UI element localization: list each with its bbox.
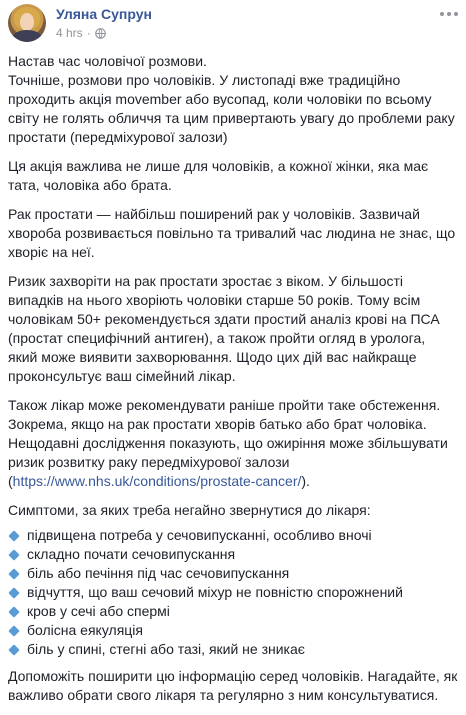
blue-diamond-icon	[8, 587, 19, 598]
text-line: (простат специфічний антиген), а також пройти огляд в уролога,	[8, 330, 426, 346]
text-line: хворіє на неї.	[8, 244, 95, 260]
list-item	[8, 583, 460, 602]
text-line: Рак простати — найбільш поширений рак у чоловіків. Зазвичай	[8, 206, 420, 222]
text-line: проконсультує ваш сімейний лікар.	[8, 368, 236, 384]
list-item	[8, 526, 460, 545]
list-item	[8, 621, 460, 640]
paragraph-risk	[8, 272, 460, 386]
nhs-link[interactable]: https://www.nhs.uk/conditions/prostate-cancer/	[12, 473, 302, 489]
paragraph-intro	[8, 52, 460, 147]
symptom-text: болісна еякуляція	[27, 622, 143, 638]
text-line: Настав час чоловічої розмови.	[8, 53, 207, 69]
text-line: Зокрема, якщо на рак простати хворів батько або брат чоловіка.	[8, 416, 427, 432]
paragraph-prevalence	[8, 205, 460, 262]
link-suffix: ).	[301, 473, 310, 489]
link-prefix: (	[8, 473, 13, 489]
text-line-with-link	[8, 472, 460, 491]
text-line: простати (передміхурової залози)	[8, 129, 228, 145]
text-line: проходить акція movember або вусопад, коли чоловіки по всьому	[8, 91, 432, 107]
blue-diamond-icon	[8, 644, 19, 655]
post-meta	[56, 26, 106, 40]
text-line: ризик розвитку раку передміхурової залози	[8, 454, 290, 470]
paragraph-closing	[8, 667, 460, 705]
text-line: важливо обрати свого лікаря та регулярно з ним консультуватися.	[8, 687, 439, 703]
text-line: чоловікам 50+ рекомендується здати простий аналіз крові на ПСА	[8, 311, 440, 327]
blue-diamond-icon	[8, 568, 19, 579]
text-line: Нещодавні дослідження показують, що ожиріння може збільшувати	[8, 435, 448, 451]
text-line: випадків на нього хворіють чоловіки старше 50 років. Тому всім	[8, 292, 421, 308]
blue-diamond-icon	[8, 625, 19, 636]
meta-separator: ·	[86, 26, 91, 40]
symptom-text: підвищена потреба у сечовипусканні, особливо вночі	[27, 527, 372, 543]
symptoms-intro: Симптоми, за яких треба негайно звернутися до лікаря:	[8, 502, 371, 518]
list-item	[8, 640, 460, 659]
blue-diamond-icon	[8, 530, 19, 541]
paragraph-screening	[8, 396, 460, 491]
text-line: який може виявити захворювання. Щодо цих дій вас найкраще	[8, 349, 417, 365]
list-item	[8, 564, 460, 583]
text-line: хвороба розвивається повільно та тривалий час людина не знає, що	[8, 225, 456, 241]
symptoms-list	[8, 526, 460, 659]
text-line: світу не голять обличчя та цим привертають увагу до проблеми раку	[8, 110, 455, 126]
more-options-icon[interactable]	[438, 8, 460, 20]
avatar[interactable]	[8, 4, 46, 42]
globe-icon	[95, 28, 106, 39]
text-line: Ця акція важлива не лише для чоловіків, а кожної жінки, яка має	[8, 158, 429, 174]
text-line: Ризик захворіти на рак простати зростає з віком. У більшості	[8, 273, 404, 289]
symptom-text: біль або печіння під час сечовипускання	[27, 565, 290, 581]
post-time[interactable]: 4 hrs	[56, 26, 83, 40]
post-body	[8, 52, 460, 715]
blue-diamond-icon	[8, 606, 19, 617]
symptom-text: біль у спині, стегні або тазі, який не зникає	[27, 641, 305, 657]
symptom-text: відчуття, що ваш сечовий міхур не повністю спорожнений	[27, 584, 403, 600]
text-line: тата, чоловіка або брата.	[8, 177, 172, 193]
post-header	[8, 4, 460, 42]
author-name[interactable]: Уляна Супрун	[56, 6, 152, 22]
text-line: Допоможіть поширити цю інформацію серед чоловіків. Нагадайте, як	[8, 668, 458, 684]
list-item	[8, 545, 460, 564]
blue-diamond-icon	[8, 549, 19, 560]
text-line: Точніше, розмови про чоловіків. У листопаді вже традиційно	[8, 72, 401, 88]
list-item	[8, 602, 460, 621]
symptom-text: кров у сечі або спермі	[27, 603, 170, 619]
paragraph-importance	[8, 157, 460, 195]
symptom-text: складно почати сечовипускання	[27, 546, 236, 562]
text-line: Також лікар може рекомендувати раніше пройти таке обстеження.	[8, 397, 441, 413]
